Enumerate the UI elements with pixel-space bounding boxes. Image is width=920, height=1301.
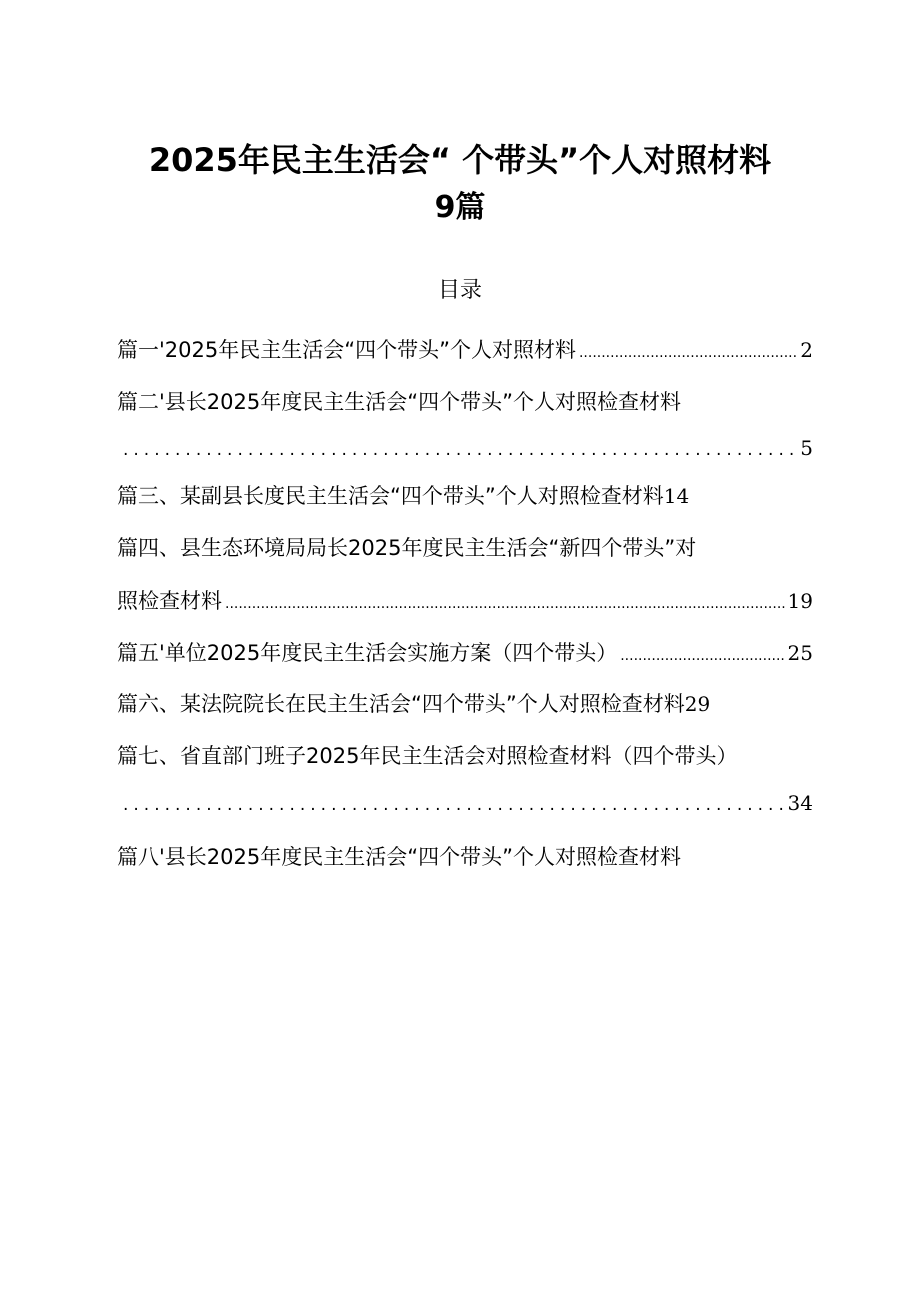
toc-leader-dots [620,640,784,672]
toc-page-number: 34 [787,791,813,815]
toc-entry-7[interactable] [117,740,813,772]
toc-leader-dots [225,588,785,620]
toc-leader-dots [123,434,797,466]
toc-entry-text: 篇七、省直部门班子2025年民主生活会对照检查材料（四个带头） [117,744,738,768]
toc-entry-text: 篇三、某副县长度民主生活会“四个带头”个人对照检查材料 [117,484,664,508]
toc-page-number: 14 [663,484,690,508]
toc-entry-1[interactable] [117,334,813,366]
toc-page-number: 5 [800,436,813,460]
toc-page-number: 25 [787,641,813,665]
toc-page-number: 2 [800,338,813,362]
document-title: 2025年民主生活会“ 个带头”个人对照材料 [148,141,772,179]
document-title-count: 9篇 [434,190,486,225]
toc-page-number: 19 [787,589,813,613]
toc-entry-2-continuation[interactable] [117,432,813,464]
toc-entry-text: 篇五'单位2025年度民主生活会实施方案（四个带头） [117,641,618,665]
toc-entry-4-continuation[interactable] [117,585,813,617]
toc-entry-text: 篇六、某法院院长在民主生活会“四个带头”个人对照检查材料 [117,692,685,716]
toc-page-number: 29 [684,692,711,716]
toc-entry-5[interactable] [117,637,813,669]
toc-entry-text: 篇一'2025年民主生活会“四个带头”个人对照材料 [117,338,576,362]
toc-entry-2[interactable] [117,386,813,418]
toc-entry-7-continuation[interactable] [117,787,813,819]
toc-entry-text: 篇八'县长2025年度民主生活会“四个带头”个人对照检查材料 [117,845,681,869]
toc-entry-8[interactable] [117,841,813,873]
toc-entry-text: 照检查材料 [117,589,222,613]
toc-leader-dots [579,337,797,369]
toc-heading: 目录 [437,278,482,303]
toc-entry-4[interactable] [117,532,813,564]
toc-entry-3[interactable] [117,480,813,512]
toc-entry-text: 篇二'县长2025年度民主生活会“四个带头”个人对照检查材料 [117,390,681,414]
toc-leader-dots [123,789,785,821]
toc-entry-text: 篇四、县生态环境局局长2025年度民主生活会“新四个带头”对 [117,536,697,560]
toc-entry-6[interactable] [117,688,813,720]
